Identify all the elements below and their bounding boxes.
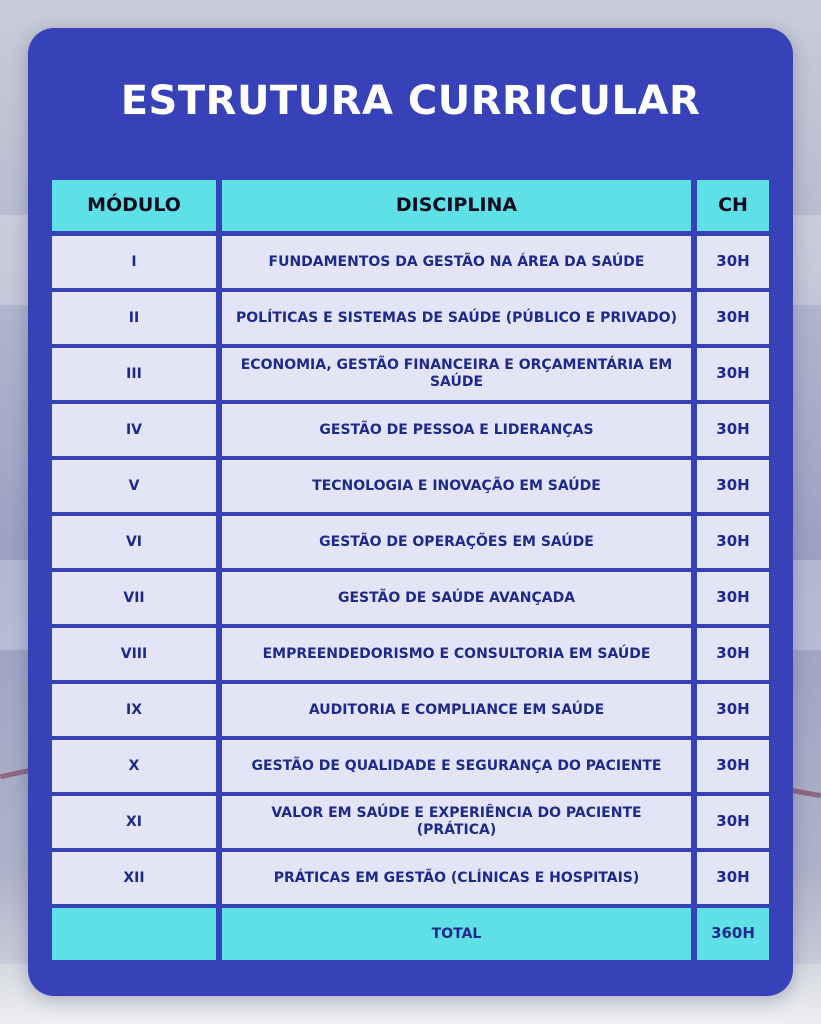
table-cell-modulo: II <box>52 292 216 344</box>
table-cell-disciplina: AUDITORIA E COMPLIANCE EM SAÚDE <box>222 684 691 736</box>
table-cell-modulo: X <box>52 740 216 792</box>
table-cell-disciplina: FUNDAMENTOS DA GESTÃO NA ÁREA DA SAÚDE <box>222 236 691 288</box>
table-cell-modulo: III <box>52 348 216 400</box>
footer-modulo <box>52 908 216 960</box>
table-cell-modulo: I <box>52 236 216 288</box>
table-cell-disciplina: POLÍTICAS E SISTEMAS DE SAÚDE (PÚBLICO E PRIVADO) <box>222 292 691 344</box>
table-cell-ch: 30H <box>697 740 769 792</box>
header-modulo: MÓDULO <box>52 180 216 231</box>
table-cell-ch: 30H <box>697 404 769 456</box>
table-cell-modulo: XI <box>52 796 216 848</box>
table-cell-ch: 30H <box>697 628 769 680</box>
table-cell-ch: 30H <box>697 292 769 344</box>
footer-ch: 360H <box>697 908 769 960</box>
table-cell-ch: 30H <box>697 460 769 512</box>
table-cell-ch: 30H <box>697 684 769 736</box>
table-cell-modulo: IV <box>52 404 216 456</box>
footer-disciplina: TOTAL <box>222 908 691 960</box>
table-cell-disciplina: GESTÃO DE OPERAÇÕES EM SAÚDE <box>222 516 691 568</box>
table-cell-disciplina: GESTÃO DE SAÚDE AVANÇADA <box>222 572 691 624</box>
table-cell-ch: 30H <box>697 852 769 904</box>
table-cell-disciplina: GESTÃO DE PESSOA E LIDERANÇAS <box>222 404 691 456</box>
table-cell-ch: 30H <box>697 572 769 624</box>
page-title: ESTRUTURA CURRICULAR <box>120 78 701 124</box>
table-cell-modulo: IX <box>52 684 216 736</box>
table-cell-modulo: XII <box>52 852 216 904</box>
table-cell-disciplina: VALOR EM SAÚDE E EXPERIÊNCIA DO PACIENTE (PRÁTICA) <box>222 796 691 848</box>
table-cell-modulo: VI <box>52 516 216 568</box>
table-cell-modulo: VIII <box>52 628 216 680</box>
header-ch: CH <box>697 180 769 231</box>
table-cell-ch: 30H <box>697 348 769 400</box>
table-cell-modulo: V <box>52 460 216 512</box>
table-cell-ch: 30H <box>697 516 769 568</box>
table-cell-disciplina: ECONOMIA, GESTÃO FINANCEIRA E ORÇAMENTÁRIA EM SAÚDE <box>222 348 691 400</box>
header-disciplina: DISCIPLINA <box>222 180 691 231</box>
table-cell-ch: 30H <box>697 236 769 288</box>
table-cell-modulo: VII <box>52 572 216 624</box>
table-cell-disciplina: PRÁTICAS EM GESTÃO (CLÍNICAS E HOSPITAIS) <box>222 852 691 904</box>
table-cell-disciplina: GESTÃO DE QUALIDADE E SEGURANÇA DO PACIENTE <box>222 740 691 792</box>
table-cell-disciplina: EMPREENDEDORISMO E CONSULTORIA EM SAÚDE <box>222 628 691 680</box>
table-cell-ch: 30H <box>697 796 769 848</box>
table-cell-disciplina: TECNOLOGIA E INOVAÇÃO EM SAÚDE <box>222 460 691 512</box>
